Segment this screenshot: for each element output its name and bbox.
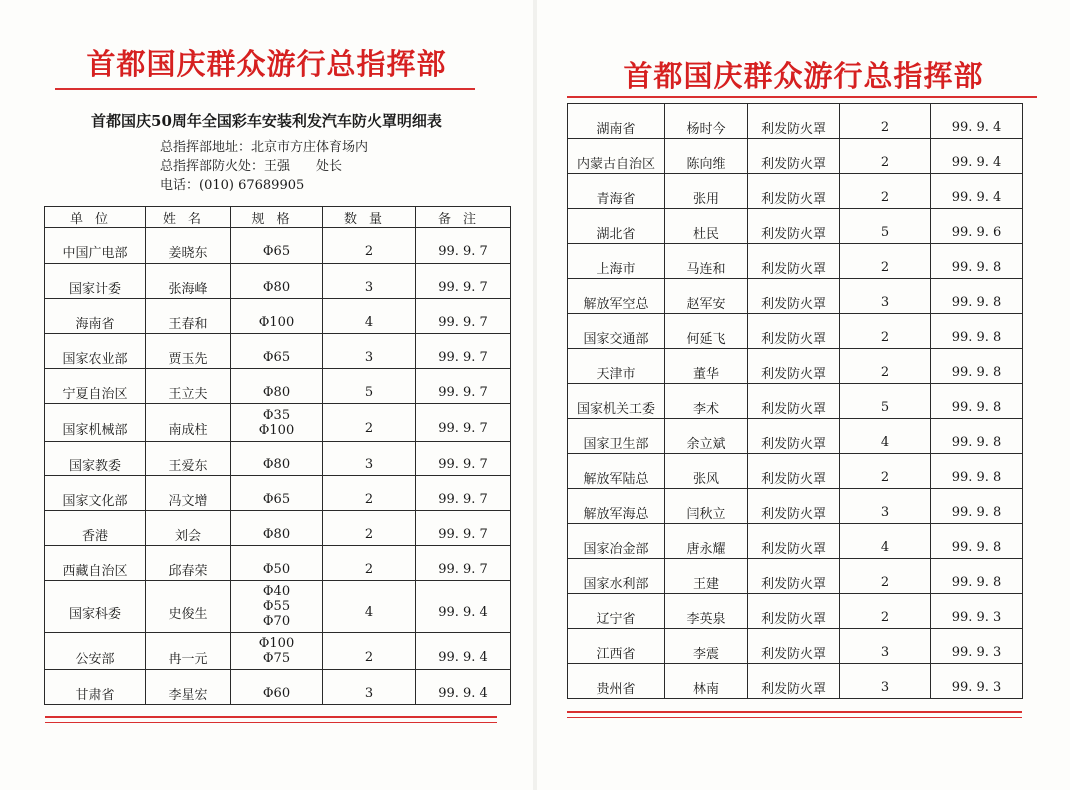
qty-cell: 5 (840, 209, 931, 244)
table-row (45, 442, 511, 476)
name-cell: 余立斌 (665, 419, 748, 454)
unit-cell: 国家科委 (45, 581, 146, 633)
name-cell: 闫秋立 (665, 489, 748, 524)
note-cell: 99. 9. 7 (416, 369, 511, 404)
spec-cell (231, 581, 323, 633)
name-cell: 杜民 (665, 209, 748, 244)
spec-cell (231, 299, 323, 334)
right-detail-table (567, 103, 1023, 699)
note-cell: 99. 9. 8 (931, 559, 1023, 594)
note-cell: 99. 9. 3 (931, 629, 1023, 664)
spec-cell: 利发防火罩 (748, 524, 840, 559)
table-row (45, 476, 511, 511)
qty-cell: 2 (840, 104, 931, 139)
spec-cell: 利发防火罩 (748, 454, 840, 489)
note-cell: 99. 9. 8 (931, 419, 1023, 454)
spec-cell: 利发防火罩 (748, 559, 840, 594)
note-cell: 99. 9. 7 (416, 264, 511, 299)
qty-cell: 2 (840, 559, 931, 594)
qty-cell: 2 (323, 633, 416, 670)
note-cell: 99. 9. 4 (416, 633, 511, 670)
spec-value: Φ100 (258, 314, 295, 330)
qty-cell: 3 (323, 670, 416, 705)
table-header-row (45, 207, 511, 228)
unit-cell: 国家机械部 (45, 404, 146, 442)
note-cell: 99. 9. 3 (931, 594, 1023, 629)
phone-number: 电话：(010) 67689905 (160, 178, 305, 193)
column-header-note: 备注 (416, 207, 511, 228)
note-cell: 99. 9. 8 (931, 349, 1023, 384)
spec-cell: 利发防火罩 (748, 594, 840, 629)
spec-cell: 利发防火罩 (748, 209, 840, 244)
unit-cell: 湖南省 (568, 104, 665, 139)
unit-cell: 国家教委 (45, 442, 146, 476)
unit-cell: 海南省 (45, 299, 146, 334)
spec-value: Φ55 (262, 599, 291, 614)
name-cell: 李星宏 (146, 670, 231, 705)
spec-cell: 利发防火罩 (748, 174, 840, 209)
spec-value: Φ65 (262, 349, 291, 365)
spec-cell: 利发防火罩 (748, 104, 840, 139)
table-row (568, 349, 1023, 384)
table-row (568, 279, 1023, 314)
note-cell: 99. 9. 8 (931, 384, 1023, 419)
spec-cell: 利发防火罩 (748, 349, 840, 384)
footer-rule-thin (45, 722, 497, 723)
name-cell: 陈向维 (665, 139, 748, 174)
spec-cell (231, 334, 323, 369)
qty-cell: 2 (840, 244, 931, 279)
name-cell: 南成柱 (146, 404, 231, 442)
table-row (45, 299, 511, 334)
note-cell: 99. 9. 4 (931, 139, 1023, 174)
table-row (568, 209, 1023, 244)
unit-cell: 解放军陆总 (568, 454, 665, 489)
table-row (568, 524, 1023, 559)
unit-cell: 国家冶金部 (568, 524, 665, 559)
spec-cell: 利发防火罩 (748, 629, 840, 664)
spec-cell: 利发防火罩 (748, 489, 840, 524)
name-cell: 李英泉 (665, 594, 748, 629)
table-row (568, 559, 1023, 594)
unit-cell: 青海省 (568, 174, 665, 209)
unit-cell: 国家交通部 (568, 314, 665, 349)
unit-cell: 国家农业部 (45, 334, 146, 369)
unit-cell: 甘肃省 (45, 670, 146, 705)
name-cell: 马连和 (665, 244, 748, 279)
name-cell: 张海峰 (146, 264, 231, 299)
unit-cell: 湖北省 (568, 209, 665, 244)
table-row (568, 314, 1023, 349)
unit-cell: 贵州省 (568, 664, 665, 699)
name-cell: 冉一元 (146, 633, 231, 670)
qty-cell: 4 (323, 581, 416, 633)
table-row (568, 629, 1023, 664)
note-cell: 99. 9. 8 (931, 279, 1023, 314)
qty-cell: 2 (840, 349, 931, 384)
table-row (45, 670, 511, 705)
name-cell: 张风 (665, 454, 748, 489)
spec-cell (231, 442, 323, 476)
spec-value: Φ100 (258, 422, 295, 438)
qty-cell: 2 (840, 139, 931, 174)
table-row (45, 264, 511, 299)
spec-value: Φ60 (262, 685, 291, 701)
name-cell: 刘会 (146, 511, 231, 546)
qty-cell: 3 (323, 442, 416, 476)
spec-cell: 利发防火罩 (748, 244, 840, 279)
table-row (45, 369, 511, 404)
note-cell: 99. 9. 7 (416, 476, 511, 511)
note-cell: 99. 9. 7 (416, 546, 511, 581)
qty-cell: 4 (323, 299, 416, 334)
document-title: 首都国庆50周年全国彩车安装利发汽车防火罩明细表 (91, 112, 442, 130)
spec-cell: 利发防火罩 (748, 664, 840, 699)
name-cell: 赵军安 (665, 279, 748, 314)
letterhead-rule (55, 88, 475, 90)
spec-cell (231, 670, 323, 705)
table-row (45, 228, 511, 264)
spec-value: Φ80 (262, 526, 291, 542)
left-page (0, 0, 533, 790)
spec-cell: 利发防火罩 (748, 314, 840, 349)
qty-cell: 5 (323, 369, 416, 404)
footer-rule (45, 716, 497, 718)
spec-value: Φ40 (262, 584, 291, 599)
qty-cell: 4 (840, 524, 931, 559)
right-page (537, 0, 1070, 790)
name-cell: 王春和 (146, 299, 231, 334)
spec-cell (231, 228, 323, 264)
fire-office-contact: 总指挥部防火处：王强 处长 (160, 159, 343, 174)
note-cell: 99. 9. 7 (416, 511, 511, 546)
table-row (568, 244, 1023, 279)
unit-cell: 解放军海总 (568, 489, 665, 524)
note-cell: 99. 9. 8 (931, 489, 1023, 524)
name-cell: 王立夫 (146, 369, 231, 404)
unit-cell: 上海市 (568, 244, 665, 279)
spec-value: Φ50 (262, 561, 291, 577)
table-row (568, 419, 1023, 454)
column-header-unit: 单位 (45, 207, 146, 228)
name-cell: 王建 (665, 559, 748, 594)
qty-cell: 3 (323, 264, 416, 299)
table-row (45, 511, 511, 546)
name-cell: 林南 (665, 664, 748, 699)
note-cell: 99. 9. 8 (931, 524, 1023, 559)
spec-cell (231, 633, 323, 670)
note-cell: 99. 9. 4 (416, 581, 511, 633)
qty-cell: 2 (323, 476, 416, 511)
spec-value: Φ80 (262, 279, 291, 295)
column-header-spec: 规格 (231, 207, 323, 228)
name-cell: 张用 (665, 174, 748, 209)
name-cell: 唐永耀 (665, 524, 748, 559)
spec-cell (231, 264, 323, 299)
spec-cell: 利发防火罩 (748, 384, 840, 419)
spec-value: Φ80 (262, 384, 291, 400)
name-cell: 李震 (665, 629, 748, 664)
note-cell: 99. 9. 8 (931, 314, 1023, 349)
letterhead-rule (567, 96, 1037, 98)
qty-cell: 3 (840, 629, 931, 664)
unit-cell: 国家计委 (45, 264, 146, 299)
spec-cell (231, 511, 323, 546)
unit-cell: 国家文化部 (45, 476, 146, 511)
spec-cell (231, 404, 323, 442)
name-cell: 史俊生 (146, 581, 231, 633)
unit-cell: 公安部 (45, 633, 146, 670)
unit-cell: 内蒙古自治区 (568, 139, 665, 174)
spec-value: Φ65 (262, 491, 291, 507)
unit-cell: 江西省 (568, 629, 665, 664)
table-row (568, 594, 1023, 629)
table-row (568, 104, 1023, 139)
unit-cell: 国家卫生部 (568, 419, 665, 454)
table-row (45, 334, 511, 369)
qty-cell: 2 (323, 511, 416, 546)
table-row (568, 139, 1023, 174)
note-cell: 99. 9. 6 (931, 209, 1023, 244)
qty-cell: 2 (323, 546, 416, 581)
qty-cell: 3 (840, 489, 931, 524)
spec-cell (231, 369, 323, 404)
spec-value: Φ65 (262, 244, 291, 259)
name-cell: 何延飞 (665, 314, 748, 349)
table-row (568, 454, 1023, 489)
column-header-name: 姓名 (146, 207, 231, 228)
spec-value: Φ100 (258, 636, 295, 651)
qty-cell: 3 (323, 334, 416, 369)
note-cell: 99. 9. 7 (416, 228, 511, 264)
hq-address: 总指挥部地址：北京市方庄体育场内 (160, 140, 369, 155)
note-cell: 99. 9. 7 (416, 334, 511, 369)
footer-rule (567, 711, 1022, 713)
note-cell: 99. 9. 4 (931, 104, 1023, 139)
spec-cell: 利发防火罩 (748, 419, 840, 454)
table-row (568, 489, 1023, 524)
column-header-qty: 数量 (323, 207, 416, 228)
table-row (568, 384, 1023, 419)
name-cell: 董华 (665, 349, 748, 384)
qty-cell: 5 (840, 384, 931, 419)
left-detail-table (44, 206, 511, 705)
table-row (45, 633, 511, 670)
qty-cell: 3 (840, 279, 931, 314)
qty-cell: 3 (840, 664, 931, 699)
unit-cell: 辽宁省 (568, 594, 665, 629)
note-cell: 99. 9. 8 (931, 454, 1023, 489)
note-cell: 99. 9. 4 (931, 174, 1023, 209)
unit-cell: 解放军空总 (568, 279, 665, 314)
note-cell: 99. 9. 7 (416, 442, 511, 476)
name-cell: 姜晓东 (146, 228, 231, 264)
spec-value: Φ35 (262, 407, 291, 423)
name-cell: 李术 (665, 384, 748, 419)
note-cell: 99. 9. 4 (416, 670, 511, 705)
unit-cell: 国家水利部 (568, 559, 665, 594)
name-cell: 杨时今 (665, 104, 748, 139)
note-cell: 99. 9. 7 (416, 404, 511, 442)
table-row (45, 404, 511, 442)
table-row (568, 664, 1023, 699)
unit-cell: 香港 (45, 511, 146, 546)
qty-cell: 4 (840, 419, 931, 454)
unit-cell: 西藏自治区 (45, 546, 146, 581)
spec-cell: 利发防火罩 (748, 139, 840, 174)
name-cell: 邱春荣 (146, 546, 231, 581)
table-row (45, 546, 511, 581)
spec-cell: 利发防火罩 (748, 279, 840, 314)
table-row (45, 581, 511, 633)
qty-cell: 2 (323, 228, 416, 264)
name-cell: 贾玉先 (146, 334, 231, 369)
name-cell: 冯文增 (146, 476, 231, 511)
spec-cell (231, 476, 323, 511)
unit-cell: 宁夏自治区 (45, 369, 146, 404)
footer-rule-thin (567, 717, 1022, 718)
spec-value: Φ70 (262, 614, 291, 629)
spec-value: Φ75 (262, 651, 291, 666)
spec-value: Φ80 (262, 457, 291, 472)
note-cell: 99. 9. 8 (931, 244, 1023, 279)
qty-cell: 2 (840, 454, 931, 489)
qty-cell: 2 (840, 314, 931, 349)
qty-cell: 2 (840, 174, 931, 209)
qty-cell: 2 (840, 594, 931, 629)
spec-cell (231, 546, 323, 581)
note-cell: 99. 9. 7 (416, 299, 511, 334)
unit-cell: 中国广电部 (45, 228, 146, 264)
name-cell: 王爱东 (146, 442, 231, 476)
table-row (568, 174, 1023, 209)
note-cell: 99. 9. 3 (931, 664, 1023, 699)
qty-cell: 2 (323, 404, 416, 442)
unit-cell: 国家机关工委 (568, 384, 665, 419)
letterhead-left: 首都国庆群众游行总指挥部 (86, 47, 447, 81)
unit-cell: 天津市 (568, 349, 665, 384)
letterhead-right: 首都国庆群众游行总指挥部 (623, 59, 984, 93)
